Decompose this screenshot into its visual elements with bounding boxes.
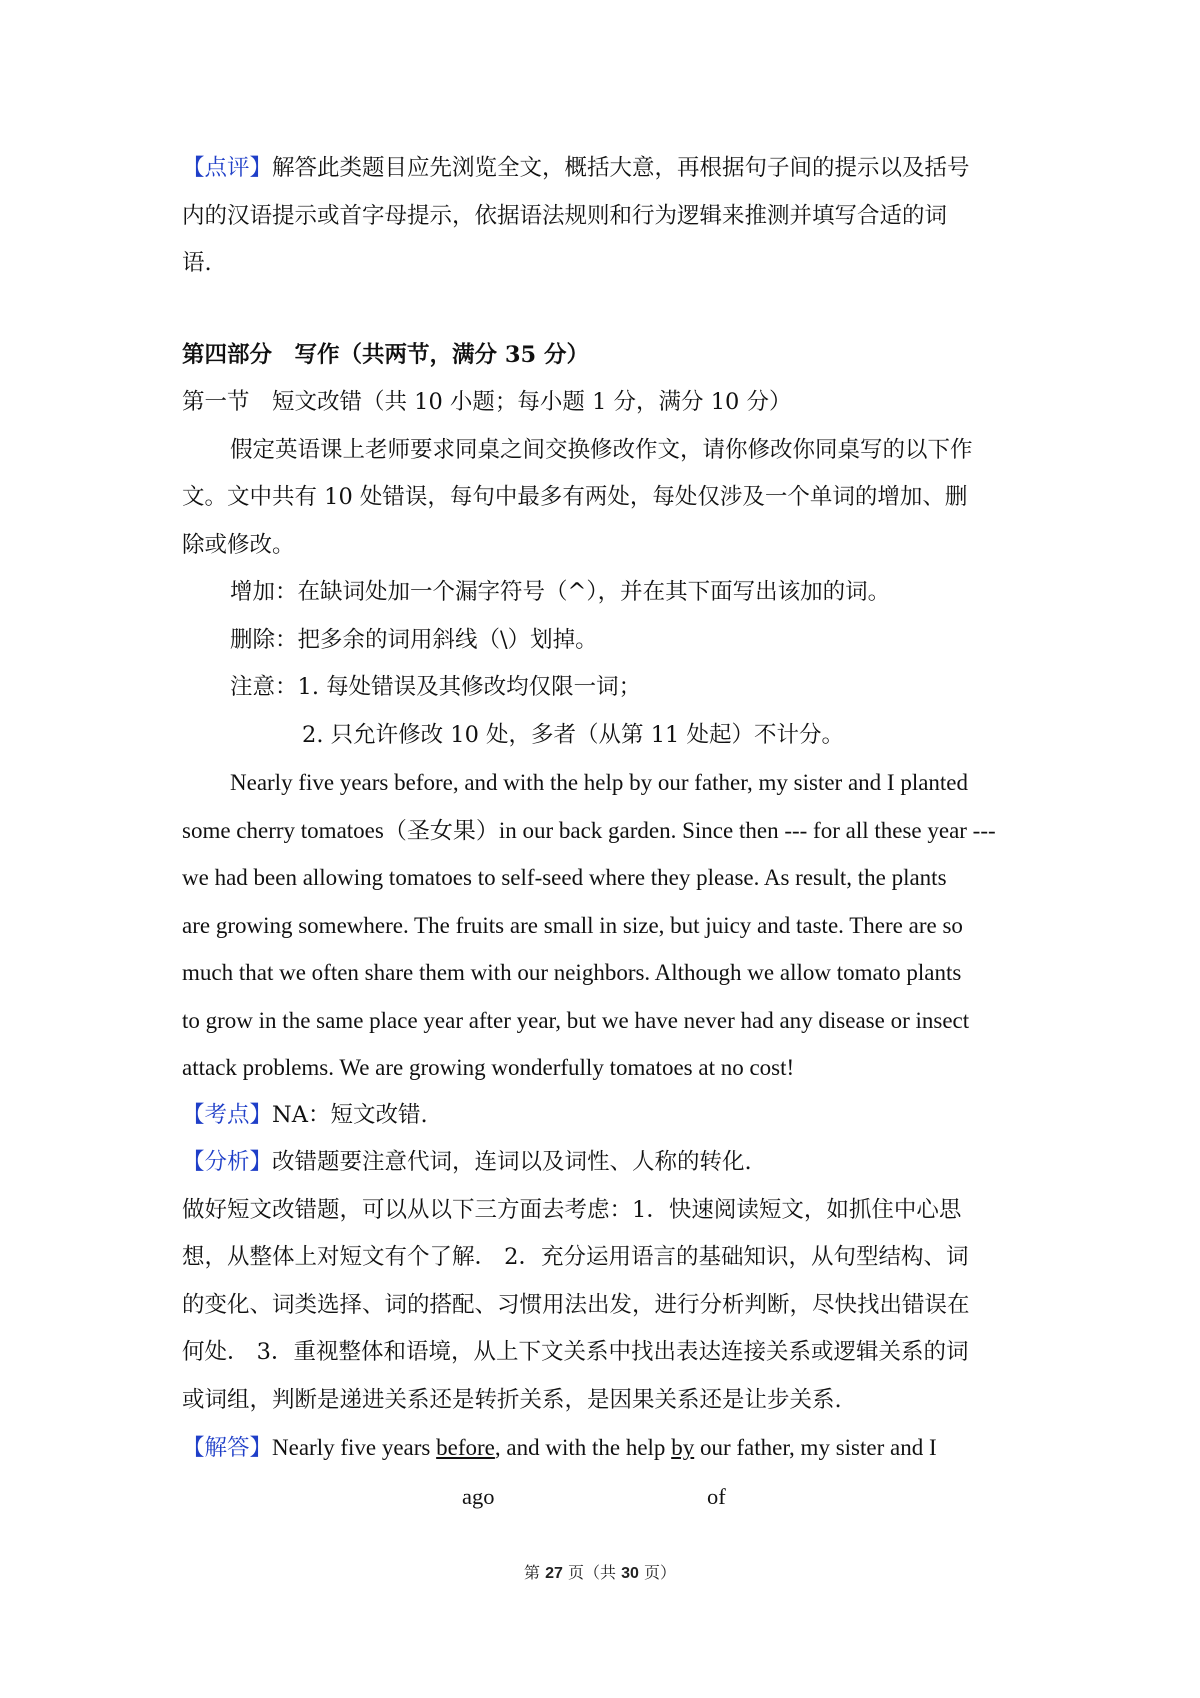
instruction-add: 增加：在缺词处加一个漏字符号（^），并在其下面写出该加的词。 [230, 579, 891, 605]
passage [182, 759, 1022, 1092]
instructions-line-2: 文。文中共有 10 处错误，每句中最多有两处，每处仅涉及一个单词的增加、删 [182, 484, 968, 510]
answer-line: 【解答】Nearly five years before, and with the help by our father, my sister and I [182, 1435, 937, 1461]
passage-line-5: much that we often share them with our neighbors. Although we allow tomato plants [182, 960, 962, 985]
comment-tag: 【点评】 [182, 155, 273, 181]
kaodian-line [182, 1092, 1022, 1140]
fenxi-detail-3: 的变化、词类选择、词的搭配、习惯用法出发，进行分析判断，尽快找出错误在 [182, 1291, 970, 1318]
correction-word-1: ago [462, 1483, 495, 1509]
comment-line-3: 语. [182, 250, 212, 276]
fenxi-tag: 【分析】 [182, 1149, 273, 1175]
comment-block [182, 145, 1022, 288]
kaodian-tag: 【考点】 [182, 1101, 273, 1128]
section-title: 第一节 短文改错（共 10 小题；每小题 1 分，满分 10 分） [182, 389, 792, 415]
instruction-note-1: 注意：1. 每处错误及其修改均仅限一词； [230, 674, 642, 700]
passage-line-2: some cherry tomatoes（圣女果）in our back garden. Since then --- for all these year --- [182, 817, 996, 843]
part-title: 第四部分 写作（共两节，满分 35 分） [182, 341, 589, 368]
spacer [182, 288, 1022, 332]
page-number: 27 [545, 1565, 563, 1582]
error-word-1: before [436, 1435, 495, 1460]
answer-tag: 【解答】 [182, 1435, 273, 1461]
passage-line-4: are growing somewhere. The fruits are small in size, but juicy and taste. There are so [182, 912, 963, 938]
fenxi-detail-1: 做好短文改错题，可以从以下三方面去考虑：1．快速阅读短文，如抓住中心思 [182, 1196, 962, 1223]
fenxi-detail-4: 何处． 3．重视整体和语境，从上下文关系中找出表达连接关系或逻辑关系的词 [182, 1339, 969, 1365]
page-footer: 第 27 页（共 30 页） [524, 1563, 676, 1582]
total-pages: 30 [621, 1565, 639, 1582]
instructions-line-1: 假定英语课上老师要求同桌之间交换修改作文，请你修改你同桌写的以下作 [230, 436, 973, 463]
fenxi-detail-5: 或词组，判断是递进关系还是转折关系，是因果关系还是让步关系. [182, 1386, 842, 1413]
correction-word-2: of [707, 1483, 726, 1509]
comment-line-2: 内的汉语提示或首字母提示，依据语法规则和行为逻辑来推测并填写合适的词 [182, 202, 948, 229]
kaodian-text: NA：短文改错. [272, 1101, 428, 1128]
instructions [182, 427, 1022, 760]
passage-line-7: attack problems. We are growing wonderfully tomatoes at no cost! [182, 1055, 795, 1080]
error-word-2: by [671, 1435, 695, 1460]
passage-line-6: to grow in the same place year after year, but we have never had any disease or insect [182, 1007, 970, 1033]
comment-line-1: 【点评】解答此类题目应先浏览全文，概括大意，再根据句子间的提示以及括号 [182, 155, 970, 181]
correction-row [182, 1473, 1022, 1521]
page-content [182, 145, 1022, 1521]
instructions-line-3: 除或修改。 [182, 531, 295, 558]
passage-line-1: Nearly five years before, and with the help by our father, my sister and I planted [230, 770, 969, 795]
passage-line-3: we had been allowing tomatoes to self-seed where they please. As result, the plants [182, 865, 947, 890]
instruction-delete: 删除：把多余的词用斜线（\）划掉。 [230, 626, 598, 653]
instruction-note-2: 2. 只允许修改 10 处，多者（从第 11 处起）不计分。 [302, 721, 844, 748]
fenxi-detail-2: 想，从整体上对短文有个了解． 2．充分运用语言的基础知识，从句型结构、词 [182, 1244, 969, 1270]
fenxi-text: 改错题要注意代词，连词以及词性、人称的转化. [272, 1149, 752, 1175]
fenxi-line [182, 1139, 1022, 1187]
